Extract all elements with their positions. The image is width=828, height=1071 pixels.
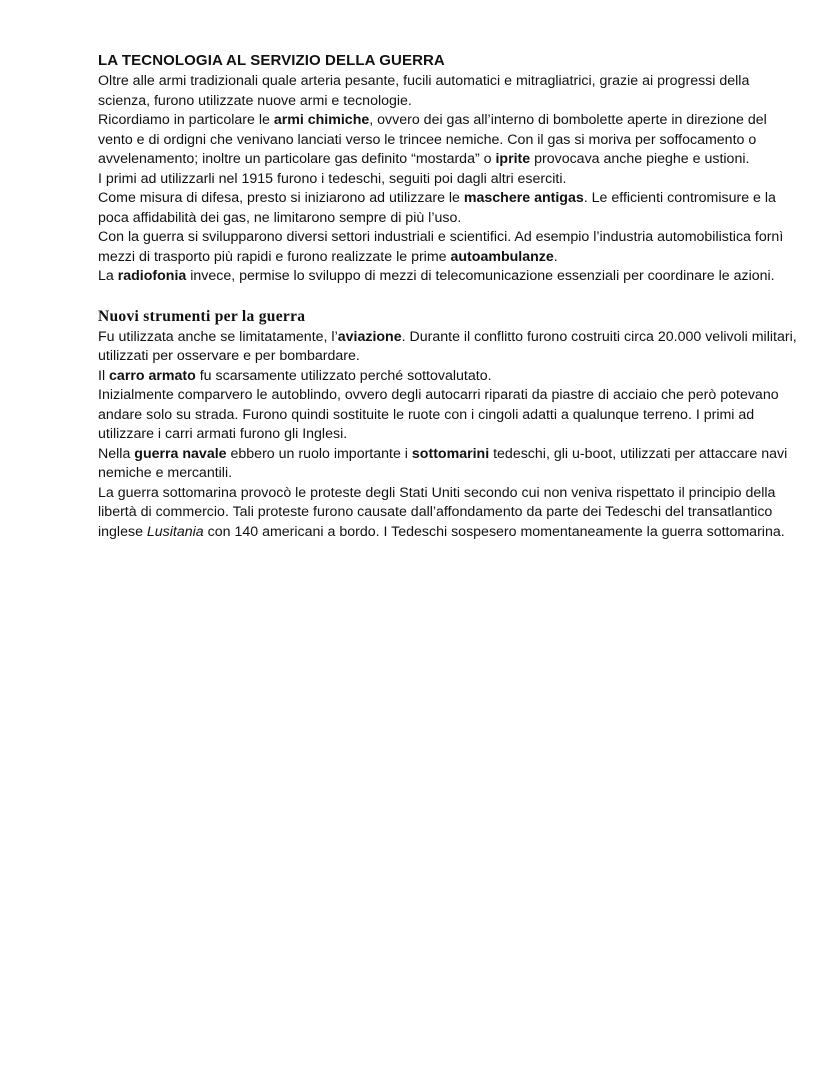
text-run: fu scarsamente utilizzato perché sottovalutato. xyxy=(195,367,492,384)
text-run: con 140 americani a bordo. I Tedeschi sospesero momentaneamente la guerra sottomarina. xyxy=(203,523,785,540)
text-run: La guerra sottomarina provocò le proteste degli Stati Uniti secondo cui non veniva rispettato il principio della libertà di commercio. Tali proteste furono causate dall’affondamento da parte dei Tedeschi del transatlantico inglese xyxy=(98,484,776,540)
paragraph-aviation xyxy=(98,328,798,367)
paragraph-chemical-weapons xyxy=(98,111,798,170)
text-run: Ricordiamo in particolare le xyxy=(98,112,274,128)
paragraph: I primi ad utilizzarli nel 1915 furono i tedeschi, seguiti poi dagli altri eserciti. xyxy=(98,170,567,187)
text-run: provocava anche pieghe e ustioni. xyxy=(530,151,750,167)
bold-term-iprite: iprite xyxy=(495,151,531,167)
bold-term-autoambulanze: autoambulanze xyxy=(450,248,554,265)
paragraph-radio xyxy=(98,267,798,287)
text-run: Fu utilizzata anche se limitatamente, l’ xyxy=(98,328,338,345)
text-run: tedeschi, gli u-boot, utilizzati per attaccare navi nemiche e mercantili. xyxy=(98,445,788,481)
section-title: LA TECNOLOGIA AL SERVIZIO DELLA GUERRA xyxy=(98,52,445,69)
paragraph: Oltre alle armi tradizionali quale arteria pesante, fucili automatici e mitragliatrici, grazie ai progressi della scienza, furono utilizzate nuove armi e tecnologie. xyxy=(98,73,750,109)
bold-term-sottomarini: sottomarini xyxy=(411,445,490,462)
text-run: La xyxy=(98,268,118,284)
paragraph-gas-masks xyxy=(98,189,798,228)
paragraph: Inizialmente comparvero le autoblindo, ovvero degli autocarri riparati da piastre di acciaio che però potevano andare solo su strada. Furono quindi sostituite le ruote con i cingoli adatti a qualunque terreno. I primi ad utilizzare i carri armati furono gli Inglesi. xyxy=(98,387,779,442)
bold-term-aviazione: aviazione xyxy=(337,328,402,345)
paragraph-lusitania xyxy=(98,484,798,543)
bold-term-armi-chimiche: armi chimiche xyxy=(273,112,370,128)
section-subtitle: Nuovi strumenti per la guerra xyxy=(98,307,306,325)
section-technology xyxy=(98,52,798,287)
bold-term-maschere-antigas: maschere antigas xyxy=(463,190,584,206)
bold-term-carro-armato: carro armato xyxy=(109,367,196,384)
italic-term-lusitania: Lusitania xyxy=(146,523,204,540)
document-page xyxy=(98,52,798,542)
bold-term-guerra-navale: guerra navale xyxy=(134,445,227,462)
section-new-tools xyxy=(98,307,798,543)
text-run: Con la guerra si svilupparono diversi settori industriali e scientifici. Ad esempio l’industria automobilistica fornì mezzi di trasporto più rapidi e furono realizzate le prime xyxy=(98,229,784,265)
paragraph-tank xyxy=(98,367,798,387)
text-run: Il xyxy=(98,367,110,384)
bold-term-radiofonia: radiofonia xyxy=(117,268,187,284)
text-run: ebbero un ruolo importante i xyxy=(226,445,412,462)
text-run: , ovvero dei gas all’interno di bombolette aperte in direzione del vento e di ordigni che venivano lanciati verso le trincee nemiche. Con il gas si moriva per soffocamento o avvelenamento; inoltre un particolare gas definito “mostarda” o xyxy=(98,112,767,167)
paragraph-naval-war xyxy=(98,445,798,484)
text-run: . xyxy=(553,248,558,265)
text-run: invece, permise lo sviluppo di mezzi di telecomunicazione essenziali per coordinare le azioni. xyxy=(186,268,775,284)
paragraph-industry xyxy=(98,228,798,267)
text-run: . Le efficienti contromisure e la poca affidabilità dei gas, ne limitarono sempre di più l’uso. xyxy=(98,190,776,226)
text-run: Nella xyxy=(98,445,135,462)
text-run: . Durante il conflitto furono costruiti circa 20.000 velivoli militari, utilizzati per osservare e per bombardare. xyxy=(98,328,797,364)
text-run: Come misura di difesa, presto si iniziarono ad utilizzare le xyxy=(98,190,464,206)
